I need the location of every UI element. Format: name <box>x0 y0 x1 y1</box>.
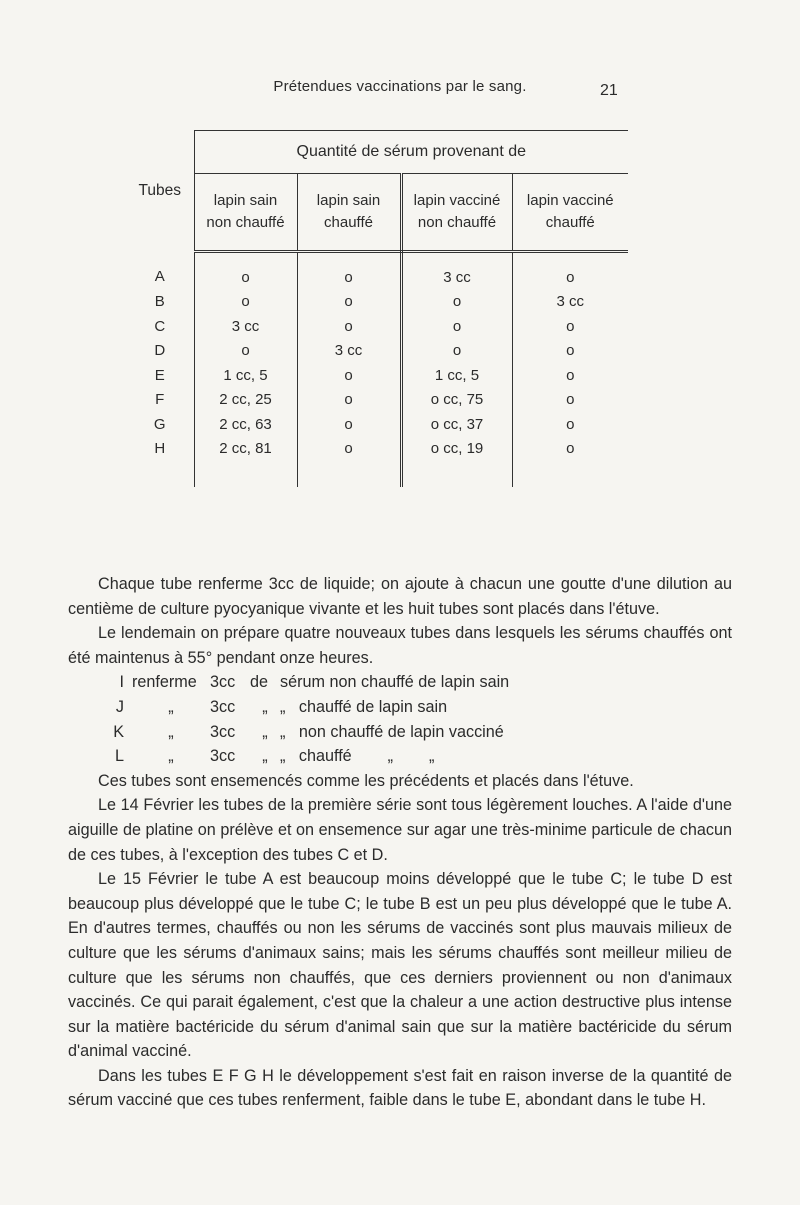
table-row <box>126 252 628 290</box>
tube-label: E <box>126 363 194 388</box>
list-volume: 3cc <box>210 673 236 692</box>
column-header-line: chauffé <box>324 214 373 231</box>
list-verb: „ <box>168 747 174 766</box>
column-header-line: non chauffé <box>417 214 497 231</box>
column-header-healthy-unheated <box>194 174 297 252</box>
table-cell: 2 cc, 63 <box>194 412 297 437</box>
list-text: „ chauffé de lapin sain <box>280 697 448 716</box>
running-title: Prétendues vaccinations par le sang. <box>273 78 527 95</box>
table-row <box>126 437 628 488</box>
list-ditto: „ <box>262 747 268 766</box>
table-cell: o <box>401 290 512 315</box>
column-header-healthy-heated <box>297 174 401 252</box>
table-row <box>126 314 628 339</box>
tube-label: A <box>126 252 194 290</box>
list-item <box>68 744 732 769</box>
list-text: „ chauffé „ „ <box>280 747 435 766</box>
table-row <box>126 388 628 413</box>
table-cell: o <box>297 363 401 388</box>
table-cell: o cc, 37 <box>401 412 512 437</box>
table-cell: o <box>297 388 401 413</box>
list-letter: K <box>113 722 124 741</box>
table-row <box>126 363 628 388</box>
table-cell: o <box>297 252 401 290</box>
paragraph: Dans les tubes E F G H le développement s'est fait en raison inverse de la quantité de sérum vacciné que ces tubes renferment, faible dans le tube E, abondant dans le tube H. <box>68 1066 732 1110</box>
results-table <box>126 130 628 487</box>
table-cell: 3 cc <box>297 339 401 364</box>
table-cell: 2 cc, 25 <box>194 388 297 413</box>
list-item <box>68 695 732 720</box>
paragraph: Le lendemain on prépare quatre nouveaux tubes dans lesquels les sérums chauffés ont été maintenus à 55° pendant onze heures. <box>68 624 732 667</box>
page-header <box>0 78 800 104</box>
table-cell: 1 cc, 5 <box>401 363 512 388</box>
column-header-line: lapin sain <box>316 192 381 209</box>
column-header-line: chauffé <box>545 214 595 231</box>
tube-list <box>68 670 732 768</box>
list-verb: „ <box>168 697 174 716</box>
tube-label: F <box>126 388 194 413</box>
page-number: 21 <box>600 82 618 99</box>
list-volume: 3cc <box>210 722 236 741</box>
table-cell: o <box>401 339 512 364</box>
table-row <box>126 339 628 364</box>
list-ditto: „ <box>262 722 268 741</box>
table-cell: 1 cc, 5 <box>194 363 297 388</box>
list-verb: „ <box>168 722 174 741</box>
table-cell: o <box>566 415 575 433</box>
body-text <box>68 572 732 1113</box>
paragraph: Le 14 Février les tubes de la première série sont tous légèrement louches. A l'aide d'une aiguille de platine on prélève et on ensemence sur agar une très-minime particule de chacun de ces tubes, à l'exception des tubes C et D. <box>68 796 732 864</box>
table-row <box>126 412 628 437</box>
tube-label: B <box>126 290 194 315</box>
table-cell: o <box>401 314 512 339</box>
table-cell: o cc, 19 <box>401 437 512 488</box>
table-cell: o <box>566 391 575 409</box>
table-cell: o <box>297 290 401 315</box>
table-cell: o <box>297 437 401 488</box>
table-cell: o <box>566 268 575 286</box>
column-header-vaccinated-heated <box>512 174 628 252</box>
list-volume: 3cc <box>210 697 236 716</box>
table-cell: o cc, 75 <box>401 388 512 413</box>
tube-label: D <box>126 339 194 364</box>
tube-label: C <box>126 314 194 339</box>
list-text: „ non chauffé de lapin vacciné <box>280 722 504 741</box>
list-letter: I <box>119 673 124 692</box>
column-header-line: lapin sain <box>213 192 278 209</box>
list-text: sérum non chauffé de lapin sain <box>280 673 510 692</box>
table-cell: o <box>194 252 297 290</box>
tubes-column-header: Tubes <box>126 131 194 252</box>
table-cell: 2 cc, 81 <box>194 437 297 488</box>
paragraph: Chaque tube renferme 3cc de liquide; on ajoute à chacun une goutte d'une dilution au centième de culture pyocyanique vivante et les huit tubes sont placés dans l'étuve. <box>68 575 732 618</box>
column-header-line: lapin vacciné <box>413 192 501 209</box>
table-cell: o <box>566 440 575 458</box>
table-cell: 3 cc <box>194 314 297 339</box>
paragraph: Le 15 Février le tube A est beaucoup moins développé que le tube C; le tube D est beaucoup plus développé que le tube C; le tube B est un peu plus développé que le tube A. En d'autres termes, chauffés ou non les sérums de vaccinés sont plus mauvais milieux de culture que les sérums d'animaux sains; mais les sérums chauffés sont meilleur milieu de culture que les sérums non chauffés, que ces derniers proviennent ou non d'animaux vaccinés. Ce qui parait également, c'est que la chaleur a une action destructive plus intense sur la matière bactéricide du sérum d'animal sain que sur la matière bactéricide du sérum d'animal vacciné. <box>68 870 732 1061</box>
list-volume: 3cc <box>210 747 236 766</box>
column-header-vaccinated-unheated <box>401 174 512 252</box>
list-ditto: de <box>250 673 269 692</box>
column-header-line: lapin vacciné <box>526 192 614 209</box>
table-cell: o <box>297 314 401 339</box>
table-cell: o <box>194 339 297 364</box>
table-cell: o <box>566 342 575 360</box>
table-row <box>126 290 628 315</box>
table-cell: 3 cc <box>401 252 512 290</box>
list-item <box>68 720 732 745</box>
list-letter: L <box>114 747 124 766</box>
results-table-container <box>126 130 628 487</box>
list-letter: J <box>115 697 124 716</box>
list-item <box>68 670 732 695</box>
list-verb: renferme <box>132 673 197 692</box>
paragraph: Ces tubes sont ensemencés comme les précédents et placés dans l'étuve. <box>98 771 634 790</box>
group-column-header: Quantité de sérum provenant de <box>194 131 628 174</box>
table-cell: o <box>297 412 401 437</box>
table-cell: o <box>566 366 575 384</box>
column-header-line: non chauffé <box>206 214 285 231</box>
tube-label: H <box>126 437 194 488</box>
tube-label: G <box>126 412 194 437</box>
list-ditto: „ <box>262 697 268 716</box>
table-cell: o <box>194 290 297 315</box>
table-cell: o <box>566 317 575 335</box>
table-cell: 3 cc <box>556 293 585 311</box>
